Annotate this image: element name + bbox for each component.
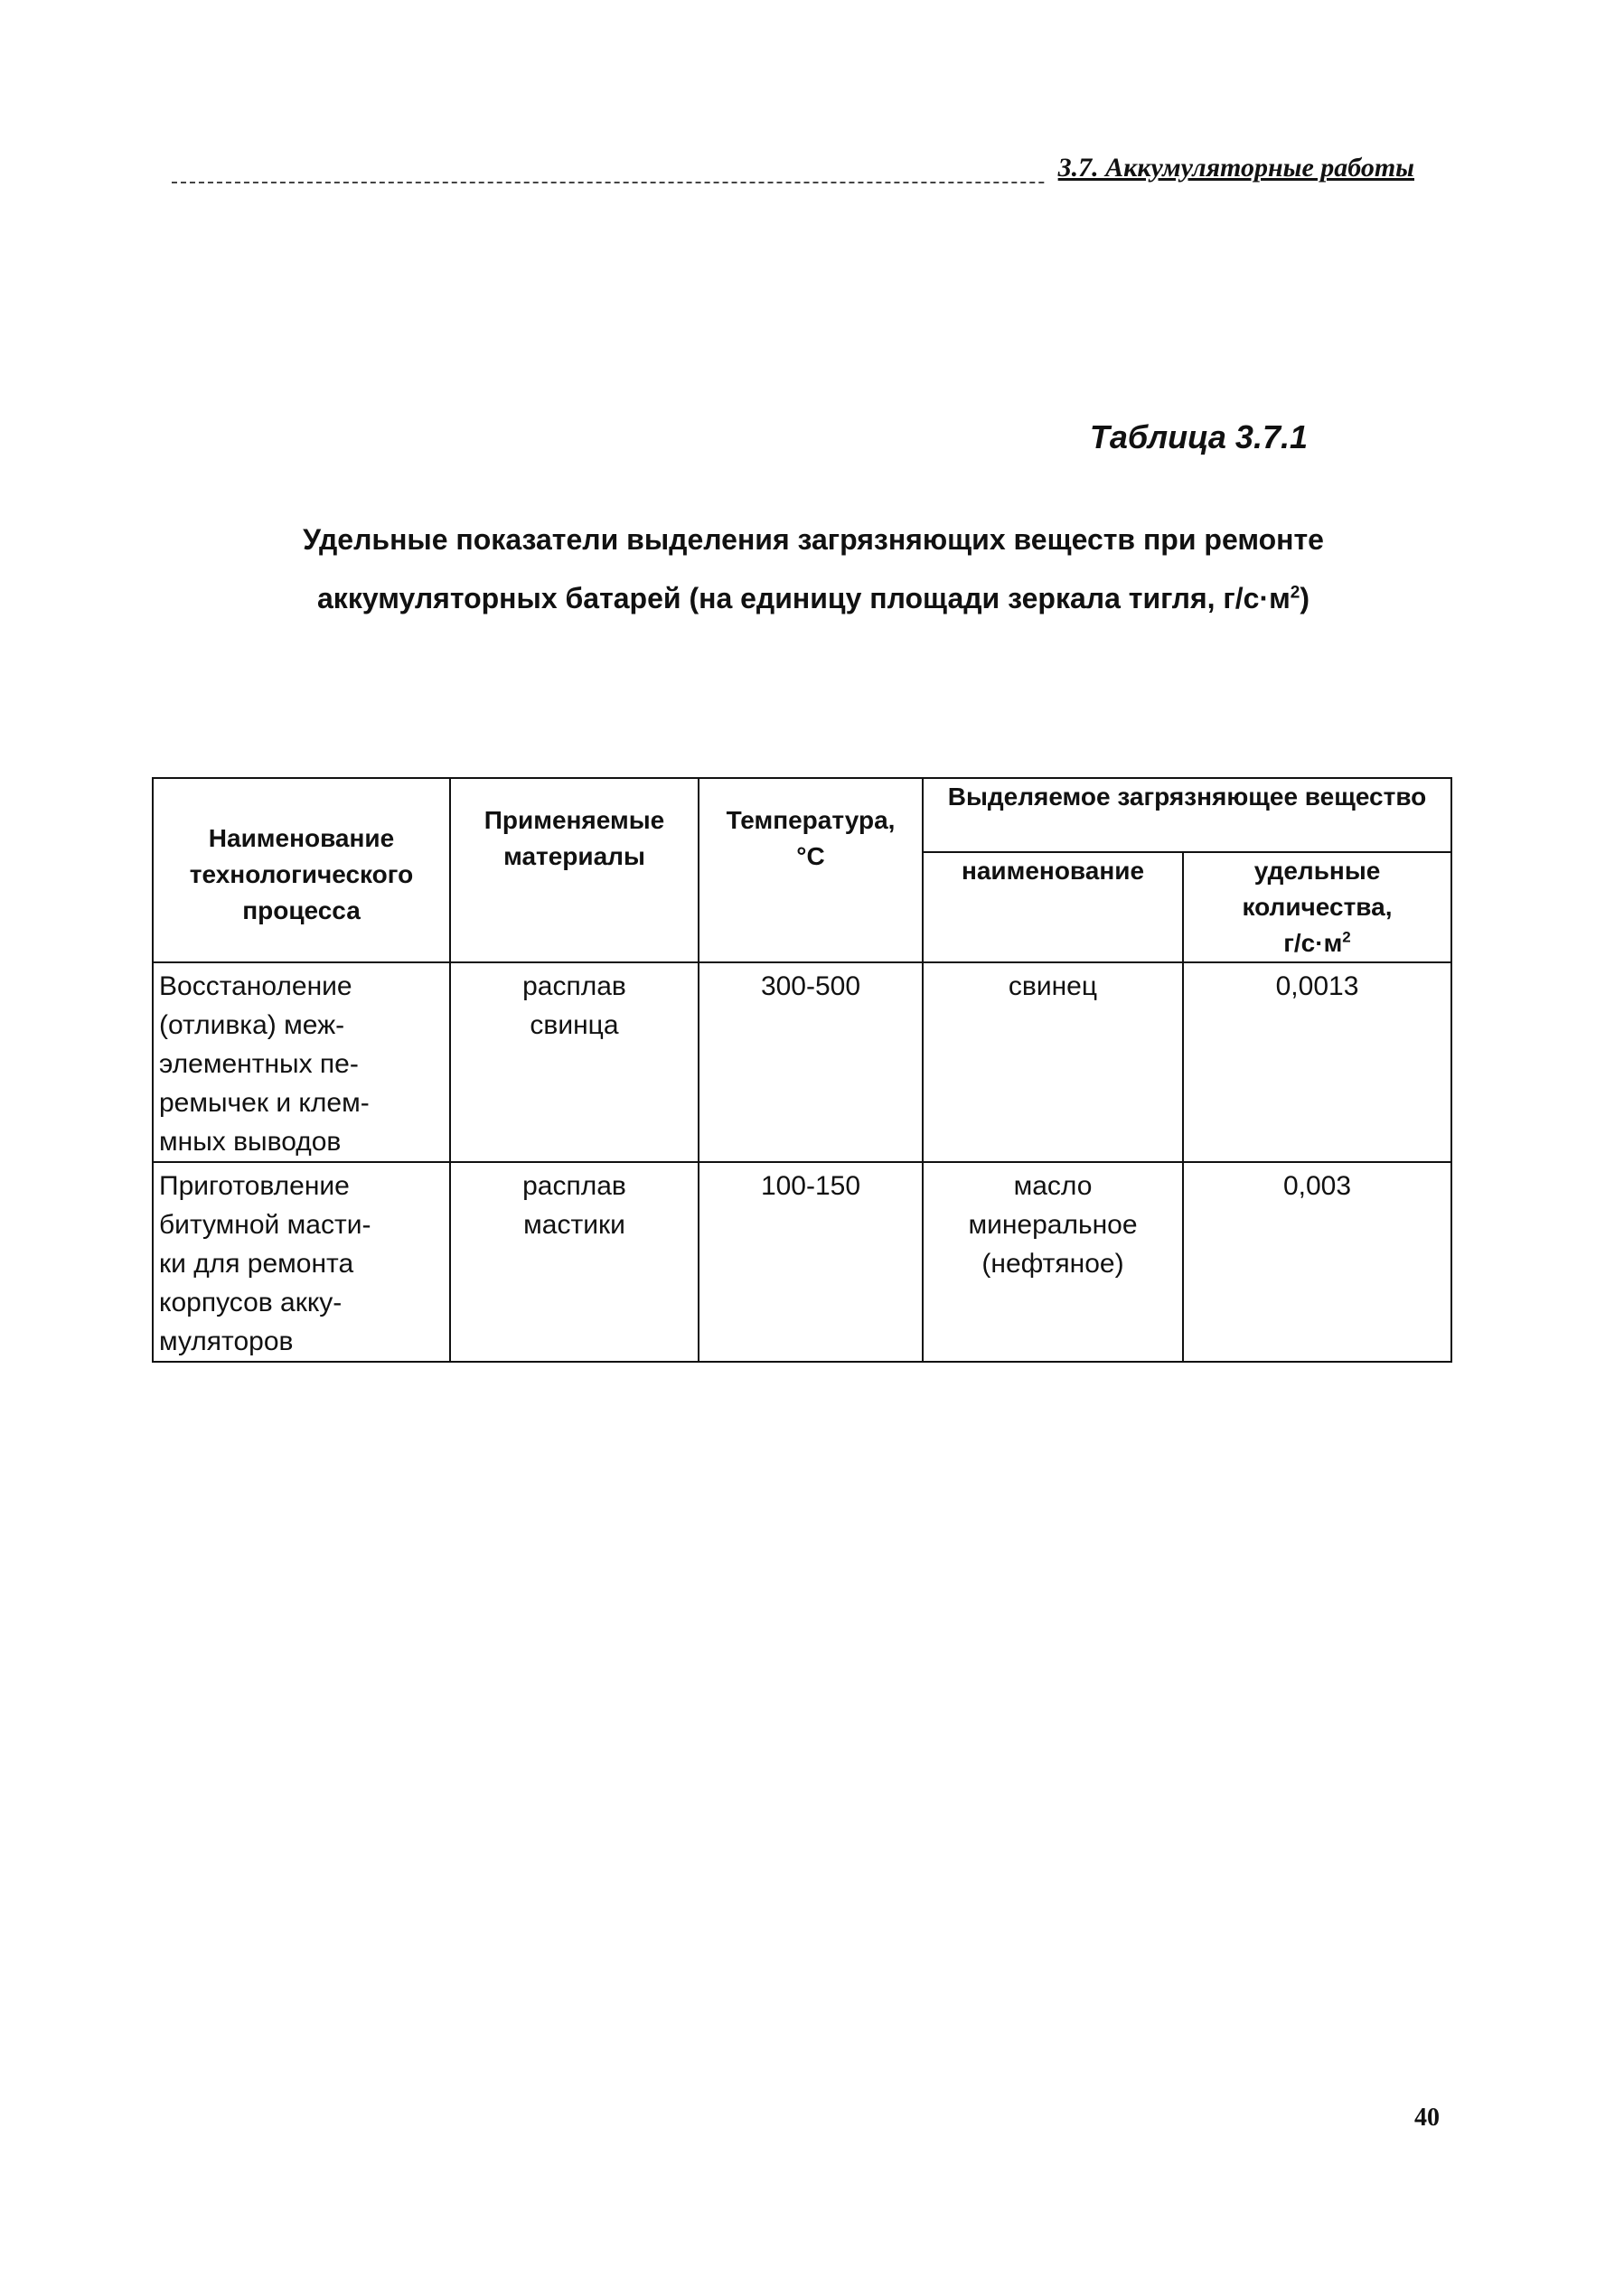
cell-line: корпусов акку- <box>159 1288 343 1317</box>
cell-amount: 0,003 <box>1183 1162 1451 1362</box>
cell-line: (нефтяное) <box>981 1249 1124 1279</box>
table-title <box>136 511 1491 628</box>
table-number: Таблица 3.7.1 <box>1089 418 1308 455</box>
cell-amount: 0,0013 <box>1183 962 1451 1162</box>
cell-line: мастики <box>523 1210 625 1240</box>
cell-line: Восстаноление <box>159 971 352 1001</box>
header-materials-line: Применяемые <box>483 806 665 834</box>
table-title-line-1: Удельные показатели выделения загрязняющих веществ при ремонте <box>303 523 1324 556</box>
cell-line: Приготовление <box>159 1171 350 1201</box>
cell-line: мных выводов <box>159 1127 342 1157</box>
cell-line: свинец <box>1008 971 1098 1001</box>
cell-line: свинца <box>530 1010 619 1040</box>
cell-line: муляторов <box>159 1327 294 1356</box>
header-materials <box>450 778 699 962</box>
table-title-superscript: 2 <box>1290 583 1300 603</box>
running-header-text: 3.7. Аккумуляторные работы <box>1047 152 1414 184</box>
cell-line: расплав <box>522 1171 626 1201</box>
cell-line: ки для ремонта <box>159 1249 354 1279</box>
cell-pollutant <box>923 1162 1183 1362</box>
cell-process <box>153 1162 450 1362</box>
header-temperature-line: Температура, <box>726 806 896 834</box>
cell-temperature: 100-150 <box>699 1162 923 1362</box>
header-temperature-line: °С <box>796 842 825 870</box>
header-specific-amount <box>1183 852 1451 962</box>
header-amount-line: количества, <box>1242 893 1393 921</box>
page-number: 40 <box>1414 2104 1440 2132</box>
header-process-line: технологического <box>189 860 414 888</box>
running-header <box>172 152 1414 188</box>
cell-temperature: 300-500 <box>699 962 923 1162</box>
header-process-line: процесса <box>242 896 361 924</box>
cell-line: (отливка) меж- <box>159 1010 345 1040</box>
cell-process <box>153 962 450 1162</box>
table-title-line-2 <box>136 569 1491 628</box>
header-pollutant-name: наименование <box>923 852 1183 962</box>
table-title-line-2-end: ) <box>1300 582 1310 614</box>
table-title-line-2-text: аккумуляторных батарей (на единицу площади зеркала тигля, г/с·м <box>317 582 1291 614</box>
cell-line: элементных пе- <box>159 1049 359 1079</box>
cell-materials <box>450 962 699 1162</box>
table-header-row-1 <box>153 778 1451 852</box>
cell-pollutant <box>923 962 1183 1162</box>
cell-line: битумной масти- <box>159 1210 371 1240</box>
header-process-line: Наименование <box>208 824 395 852</box>
table-row <box>153 1162 1451 1362</box>
cell-materials <box>450 1162 699 1362</box>
header-amount-line <box>1189 925 1445 961</box>
header-pollutant-group: Выделяемое загрязняющее вещество <box>923 778 1451 852</box>
header-process <box>153 778 450 962</box>
header-amount-line: удельные <box>1253 857 1381 885</box>
cell-line: расплав <box>522 971 626 1001</box>
header-amount-unit: г/с·м <box>1283 929 1343 957</box>
header-materials-line: материалы <box>503 842 645 870</box>
cell-line: ремычек и клем- <box>159 1088 370 1118</box>
cell-line: масло <box>1013 1171 1093 1201</box>
emissions-table <box>152 777 1452 1363</box>
header-amount-superscript: 2 <box>1342 928 1351 946</box>
cell-line: минеральное <box>968 1210 1138 1240</box>
table-row <box>153 962 1451 1162</box>
header-temperature <box>699 778 923 962</box>
